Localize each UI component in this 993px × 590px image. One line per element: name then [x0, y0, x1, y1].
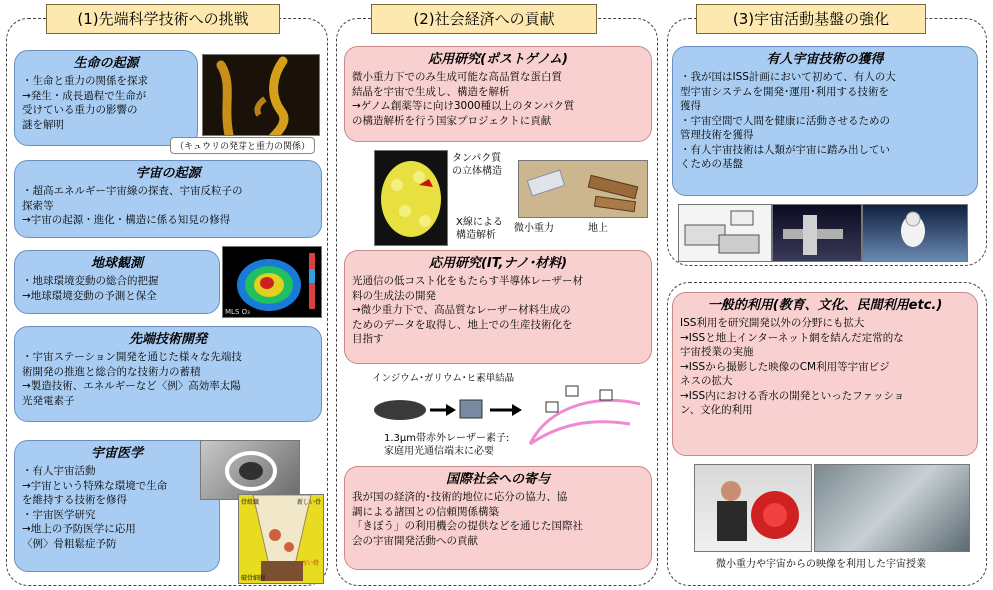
- crystal-illustration: [519, 161, 648, 218]
- it-nano-body: 光通信の低コスト化をもたらす半導体レーザー材 料の生成法の開発 →微少重力下で、高品質なレーザー材料生成の ためのデータを取得し、地上での生産技術化を 目指す: [352, 275, 583, 345]
- advanced-tech-body: ・宇宙ステーション開発を通じた様々な先端技 術開発の推進と総合的な技術力の蓄積 →製造技術、エネルギーなど〈例〉高効率太陽 光発電素子: [22, 351, 242, 407]
- xray-analysis-label: X線による 構造解析: [456, 217, 503, 241]
- it-nano-title: 応用研究(IT,ナノ･材料): [428, 256, 568, 271]
- intl-contribution-title: 国際社会への寄与: [445, 472, 550, 487]
- space-class-caption: 微小重力や宇宙からの映像を利用した宇宙授業: [716, 559, 926, 570]
- earth-observation-title: 地球観測: [90, 256, 143, 271]
- space-medicine-box: [14, 440, 220, 572]
- post-genome-body: 微小重力下でのみ生成可能な高品質な蛋白質 結晶を宇宙で生成し、構造を解析 →ゲノム創薬等に向け3000種以上のタンパク質 の構造解析を行う国家プロジェクトに貢献: [352, 71, 575, 127]
- origin-of-universe-box: [14, 160, 322, 238]
- bone-diagram: [238, 494, 324, 584]
- crystal-photo: [518, 160, 648, 218]
- origin-of-universe-body: ・超高エネルギー宇宙線の探査、宇宙反粒子の 探索等 →宇宙の起源・進化・構造に係る知見の修得: [22, 185, 243, 226]
- advanced-tech-box: [14, 326, 322, 422]
- laser-element-label: 1.3μm帯赤外レーザー素子: 家庭用光通信端末に必要: [384, 433, 510, 457]
- iss-exterior-photo: [772, 204, 862, 262]
- bone-label-right: 古い骨: [300, 560, 319, 567]
- iss-module-diagram: [678, 204, 772, 262]
- earth-observation-body: ・地球環境変動の総合的把握 →地球環境変動の予測と保全: [22, 275, 159, 302]
- column-title-3: (3)宇宙活動基盤の強化: [696, 4, 926, 34]
- post-genome-title: 応用研究(ポストゲノム): [428, 52, 568, 67]
- manned-tech-body: ・我が国はISS計画において初めて、有人の大 型宇宙システムを開発･運用･利用する技術を 獲得 ・宇宙空間で人間を健康に活動させるための 管理技術を獲得 ・有人宇宙技術は人類が宇宙に踏み出してい くための基盤: [680, 71, 896, 170]
- ozone-map-label: MLS O₃: [225, 308, 250, 316]
- astronaut-photo: [862, 204, 968, 262]
- protein-structure-image: [374, 150, 448, 246]
- general-use-body: ISS利用を研究開発以外の分野にも拡大 →ISSと地上インターネット網を結んだ定常的な 宇宙授業の実施 →ISSから撮影した映像のCM利用等宇宙ビジ ネスの拡大 →ISS内における香水の開発といったファッショ ン、文化的利用: [680, 317, 905, 416]
- cucumber-photo: [202, 54, 320, 136]
- protein-structure-illustration: [375, 151, 448, 246]
- crystal-material-label: インジウム･ガリウム･ヒ素単結晶: [372, 373, 515, 384]
- intl-contribution-box: [344, 466, 652, 570]
- it-nano-box: [344, 250, 652, 364]
- general-use-box: [672, 292, 978, 456]
- origin-of-life-title: 生命の起源: [73, 56, 139, 71]
- earth-view-photo: [814, 464, 970, 552]
- cucumber-illustration: [203, 55, 320, 136]
- manned-tech-box: [672, 46, 978, 196]
- origin-of-life-body: ・生命と重力の関係を探求 →発生・成長過程で生命が 受けている重力の影響の 謎を解明: [22, 75, 148, 131]
- advanced-tech-title: 先端技術開発: [128, 332, 207, 347]
- origin-of-universe-title: 宇宙の起源: [135, 166, 201, 181]
- cucumber-caption: （キュウリの発芽と重力の関係）: [170, 137, 315, 154]
- column-title-2: (2)社会経済への貢献: [371, 4, 597, 34]
- iss-module-illustration: [679, 205, 773, 263]
- bone-illustration: [239, 495, 324, 584]
- general-use-title: 一般的利用(教育、文化、民間利用etc.): [707, 298, 943, 313]
- space-medicine-title: 宇宙医学: [90, 446, 143, 461]
- protein-structure-label: タンパク質 の立体構造: [452, 153, 502, 177]
- station-interior-illustration: [201, 441, 301, 501]
- space-class-photo: [694, 464, 812, 552]
- station-interior-photo: [200, 440, 300, 500]
- micro-gravity-label: 微小重力: [514, 223, 554, 234]
- ground-label: 地上: [588, 223, 608, 234]
- origin-of-life-box: [14, 50, 198, 146]
- bone-label-bottom: 破骨細胞: [241, 575, 266, 582]
- bone-label-top-right: 新しい骨: [296, 499, 321, 506]
- post-genome-box: [344, 46, 652, 142]
- space-class-illustration: [695, 465, 813, 553]
- earth-observation-box: [14, 250, 220, 314]
- space-medicine-body: ・有人宇宙活動 →宇宙という特殊な環境で生命 を維持する技術を修得 ・宇宙医学研究 →地上の予防医学に応用 〈例〉骨粗鬆症予防: [22, 465, 168, 550]
- astronaut-illustration: [863, 205, 969, 263]
- bone-label-top: 骨組織: [241, 499, 260, 506]
- ozone-map-image: [222, 246, 322, 318]
- manned-tech-title: 有人宇宙技術の獲得: [766, 52, 884, 67]
- iss-exterior-illustration: [773, 205, 863, 263]
- column-title-1: (1)先端科学技術への挑戦: [46, 4, 280, 34]
- intl-contribution-body: 我が国の経済的･技術的地位に応分の協力、協 調による諸国との信頼関係構築 「きぼう」の利用機会の提供などを通じた国際社 会の宇宙開発活動への貢献: [352, 491, 583, 547]
